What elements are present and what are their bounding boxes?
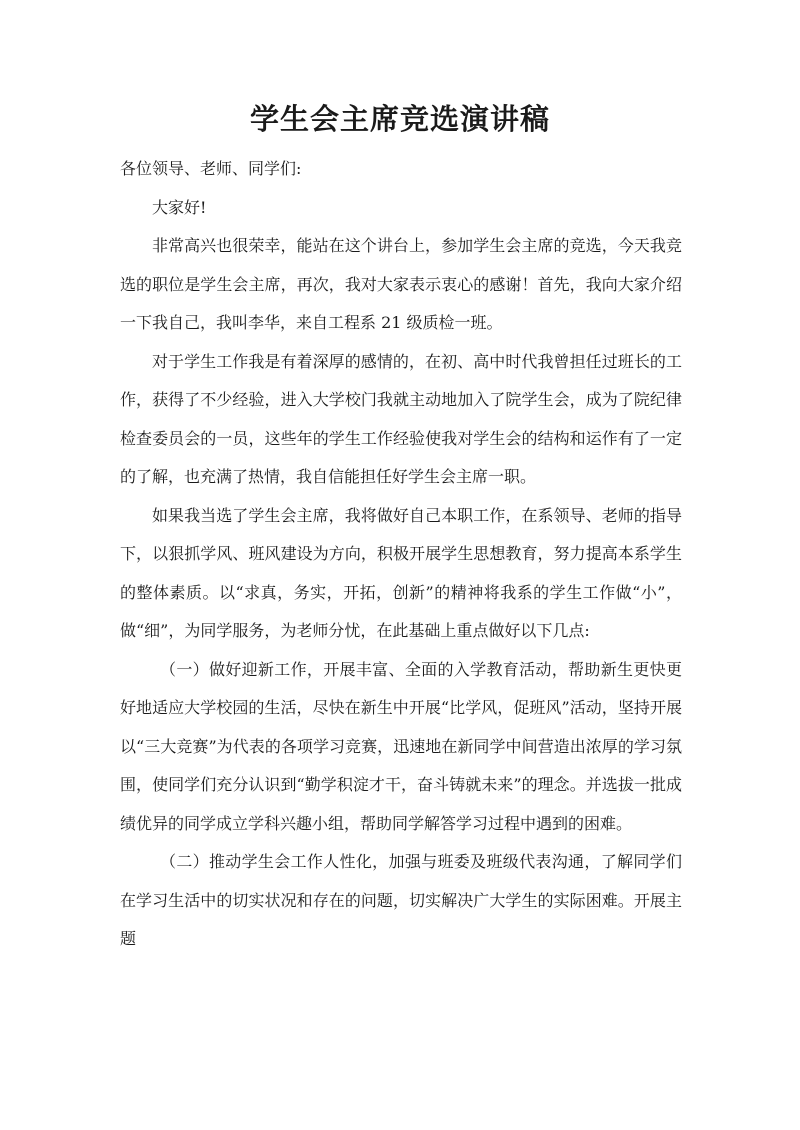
greeting: 大家好! [152,197,207,217]
paragraph-experience: 对于学生工作我是有着深厚的感情的，在初、高中时代我曾担任过班长的工作，获得了不少经验，进入大学校门我就主动地加入了院学生会，成为了院纪律检查委员会的一员，这些年的学生工作经验使我对学生会的结构和运作有了一定的了解，也充满了热情，我自信能担任好学生会主席一职。 [120,351,682,486]
document-title: 学生会主席竞选演讲稿 [249,102,550,136]
paragraph-point-1: （一）做好迎新工作，开展丰富、全面的入学教育活动，帮助新生更快更好地适应大学校园的生活，尽快在新生中开展“比学风，促班风”活动，坚持开展以“三大竞赛”为代表的各项学习竞赛，迅速地在新同学中间营造出浓厚的学习氛围，使同学们充分认识到“勤学积淀才干，奋斗铸就未来”的理念。并选拔一批成绩优异的同学成立学科兴趣小组，帮助同学解答学习过程中遇到的困难。 [120,659,682,833]
salutation: 各位领导、老师、同学们: [120,159,302,178]
paragraph-point-2: （二）推动学生会工作人性化，加强与班委及班级代表沟通，了解同学们在学习生活中的切实状况和存在的问题，切实解决广大学生的实际困难。开展主题 [120,852,682,948]
document-body [120,150,682,959]
paragraph-plan: 如果我当选了学生会主席，我将做好自己本职工作，在系领导、老师的指导下，以狠抓学风、班风建设为方向，积极开展学生思想教育，努力提高本系学生的整体素质。以“求真，务实，开拓，创新”的精神将我系的学生工作做“小”，做“细”，为同学服务，为老师分忧，在此基础上重点做好以下几点: [120,505,682,640]
paragraph-intro: 非常高兴也很荣幸，能站在这个讲台上，参加学生会主席的竞选，今天我竞选的职位是学生会主席，再次，我对大家表示衷心的感谢！首先，我向大家介绍一下我自己，我叫李华，来自工程系 21 级质检一班。 [120,236,682,332]
